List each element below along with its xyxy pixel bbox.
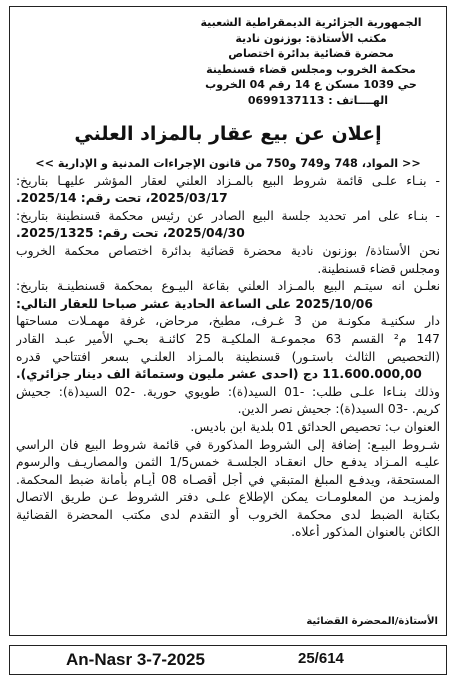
auction-notice <box>9 6 447 636</box>
body-line: بكتابة الضبط لدى محكمة الخروب أو التقدم لدى مكتب المحضرة القضائية <box>16 507 440 522</box>
header-line-phone: الهــــاتف : 0699137113 <box>247 93 388 107</box>
notice-title: إعلان عن بيع عقار بالمزاد العلني <box>74 123 382 145</box>
body-line: 147 م² القسم 63 مجموعـة الملكيـة 25 كائنـة بحـي الأمير عبـد القادر <box>16 331 440 346</box>
body-line: << المواد، 748 و749 و750 من قانون الإجراءات المدنية و الإدارية >> <box>35 157 421 170</box>
publication-footer <box>9 645 447 675</box>
body-line: وذلك بنـاءا علـى طلب: -01 السيد(ة): طويوي حورية. -02 السيد(ة): جحيش <box>16 384 440 399</box>
body-line: 11.600.000,00 دج (احدى عشر مليون وستمائة الف دينار جزائري). <box>16 367 422 382</box>
body-line: دار سكنيـة مكونـة من 3 غـرف، مطبخ، مرحاض، غرفة مهمـلات مساحتها <box>16 314 440 329</box>
header-line-office: مكتب الأستاذة: بوزنون نادية <box>235 31 387 45</box>
body-line: كريم. -03 السيد(ة): جحيش نصر الدين. <box>237 402 440 417</box>
body-line: - بنـاء علـى قائمة شروط البيع بالمـزاد العلني لعقار المؤشر عليهـا بتاريخ: <box>16 173 440 188</box>
body-line: نعلـن انه سيتـم البيع بالمـزاد العلني بقاعة البيـوع بمحكمة قسنطينـة بتاريخ: <box>16 279 440 294</box>
body-line: (التحصيص الثالث باستـور) قسنطينة بالمـزاد العلنـي بسعر افتتاحي قدره <box>16 349 440 364</box>
body-line: 2025/10/06 على الساعة الحادية عشر صباحا للعقار التالي: <box>16 296 373 311</box>
body-line: ولمزيـد من المعلومـات يمكن الإطلاع علـى دفتر الشروط عـن طريق الاتصال <box>16 490 440 505</box>
body-line: نحن الأستاذة/ بوزنون نادية محضرة قضائية بدائرة اختصاص محكمة الخروب <box>16 243 440 258</box>
header-line-jurisdiction: محضرة قضائية بدائرة اختصاص <box>228 47 394 60</box>
office-header <box>186 15 436 108</box>
notice-body <box>16 155 440 542</box>
body-line: المستحقة، ويدفـع المبلغ المتبقي في أجل أقصـاه 08 أيـام بأمانة ضبط المحكمة. <box>16 472 440 487</box>
body-line: 2025/03/17، تحت رقم: 2025/14. <box>16 191 228 206</box>
body-line: ومجلس قضاء قسنطينة. <box>317 261 440 276</box>
header-line-court: محكمة الخروب ومجلس قضاء قسنطينة <box>206 62 416 76</box>
body-line: الكائن بالعنوان المذكور أعلاه. <box>291 525 440 540</box>
header-line-republic: الجمهورية الجزائرية الديمقراطية الشعبية <box>200 16 422 29</box>
body-line: 2025/04/30، تحت رقم: 2025/1325. <box>16 226 245 241</box>
publication-date: An-Nasr 3-7-2025 <box>66 650 205 669</box>
body-line: - بنـاء على امر تحديد جلسة البيع الصادر عن رئيس محكمة قسنطينة بتاريخ: <box>16 208 440 223</box>
body-line: شـروط البيـع: إضافة إلى الشروط المذكورة في قائمة شروط البيع فان الراسي <box>16 437 440 452</box>
signature-line: الأستاذة/المحضرة القضائية <box>306 616 438 627</box>
body-line: عليـه المـزاد يدفـع حال انعقـاد الجلسـة خمس1/5 الثمن والمصاريـف والرسوم <box>16 455 440 470</box>
reference-number: 25/614 <box>298 650 344 667</box>
header-line-address: حي 1039 مسكن ع 14 رقم 04 الخروب <box>205 78 417 91</box>
body-line: العنوان ب: تحصيص الحدائق 01 بلدية ابن باديس. <box>190 419 440 434</box>
